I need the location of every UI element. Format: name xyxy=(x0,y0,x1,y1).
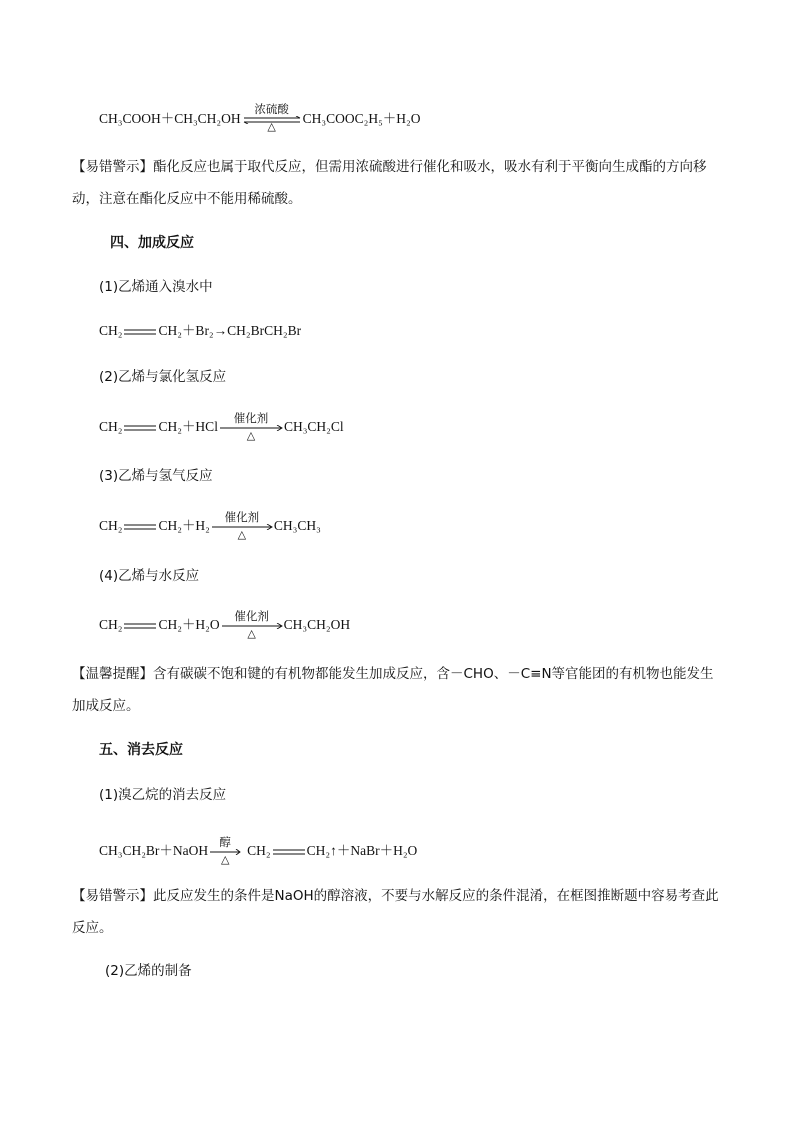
section-heading-elimination: 五、消去反应 xyxy=(99,742,183,758)
warning-note-2 xyxy=(72,880,727,944)
double-bond-icon xyxy=(123,523,157,531)
catalyst-label: 催化剂 xyxy=(234,608,269,623)
elimination-reactants: CH₃CH₂Br＋NaOH xyxy=(99,843,209,858)
addition-equation-1 xyxy=(99,322,301,340)
addition-equation-2 xyxy=(99,410,344,442)
item-label-5: (1)溴乙烷的消去反应 xyxy=(99,787,227,803)
addition-equation-4 xyxy=(99,608,351,640)
warning-text: 此反应发生的条件是NaOH的醇溶液，不要与水解反应的条件混淆，在框图推断题中容易考查此反应。 xyxy=(72,888,719,936)
reversible-arrow xyxy=(242,101,302,133)
item-label-2: (2)乙烯与氯化氢反应 xyxy=(99,369,227,385)
product: CH₃CH₃ xyxy=(273,518,321,533)
tip-tag: 【温馨提醒】 xyxy=(72,666,153,682)
esterification-reactants: CH₃COOH＋CH₃CH₂OH xyxy=(99,111,241,126)
ethylene-ch2b: CH₂ xyxy=(158,323,182,338)
item-label-6: (2)乙烯的制备 xyxy=(105,963,192,979)
product: CH₃CH₂OH xyxy=(283,617,351,632)
ethylene-ch2b: CH₂ xyxy=(158,518,182,533)
ethylene-ch2: CH₂ xyxy=(99,518,123,533)
ethylene-ch2: CH₂ xyxy=(247,843,271,858)
heat-label: △ xyxy=(237,527,247,541)
heat-label: △ xyxy=(246,428,256,442)
double-bond-icon xyxy=(123,424,157,432)
reaction-arrow xyxy=(221,608,283,640)
ethylene-ch2: CH₂ xyxy=(99,617,123,632)
reaction-arrow xyxy=(211,509,273,541)
double-bond-icon xyxy=(123,328,157,336)
item-label-1: (1)乙烯通入溴水中 xyxy=(99,279,213,295)
alcohol-label: 醇 xyxy=(219,834,231,849)
reagent: ＋H₂O xyxy=(181,617,220,632)
tip-note xyxy=(72,658,727,722)
warning-note-1 xyxy=(72,151,727,215)
heat-label: △ xyxy=(220,852,230,866)
addition-equation-3 xyxy=(99,509,321,541)
ethylene-ch2b: CH₂ xyxy=(306,843,331,858)
esterification-equation xyxy=(99,101,421,133)
ethylene-ch2: CH₂ xyxy=(99,323,123,338)
reagent: ＋HCl xyxy=(181,419,218,434)
catalyst-label: 催化剂 xyxy=(233,410,269,425)
tip-text: 含有碳碳不饱和键的有机物都能发生加成反应，含－CHO、－C≡N等官能团的有机物也能发生加成反应。 xyxy=(72,666,714,714)
product: CH₃CH₂Cl xyxy=(283,419,344,434)
catalyst-label: 浓硫酸 xyxy=(254,101,289,116)
ethylene-ch2: CH₂ xyxy=(99,419,123,434)
reaction-arrow xyxy=(219,410,283,442)
warning-tag: 【易错警示】 xyxy=(72,159,153,175)
warning-tag: 【易错警示】 xyxy=(72,888,153,904)
esterification-products: CH₃COOC₂H₅＋H₂O xyxy=(302,111,421,126)
section-heading-addition: 四、加成反应 xyxy=(110,235,194,251)
reagent: ＋H₂ xyxy=(181,518,210,533)
ethylene-ch2b: CH₂ xyxy=(158,419,182,434)
catalyst-label: 催化剂 xyxy=(224,509,260,524)
elimination-equation xyxy=(99,834,418,866)
double-bond-icon xyxy=(272,848,306,856)
double-bond-icon xyxy=(123,622,157,630)
warning-text: 酯化反应也属于取代反应，但需用浓硫酸进行催化和吸水，吸水有利于平衡向生成酯的方向移动，注意在酯化反应中不能用稀硫酸。 xyxy=(72,159,707,207)
equation-rest: ＋Br₂→CH₂BrCH₂Br xyxy=(181,323,302,338)
reaction-arrow xyxy=(209,834,241,866)
item-label-3: (3)乙烯与氢气反应 xyxy=(99,468,213,484)
heat-label: △ xyxy=(267,119,276,133)
heat-label: △ xyxy=(247,626,256,640)
elimination-products: ↑＋NaBr＋H₂O xyxy=(330,843,418,858)
ethylene-ch2b: CH₂ xyxy=(158,617,182,632)
item-label-4: (4)乙烯与水反应 xyxy=(99,568,200,584)
